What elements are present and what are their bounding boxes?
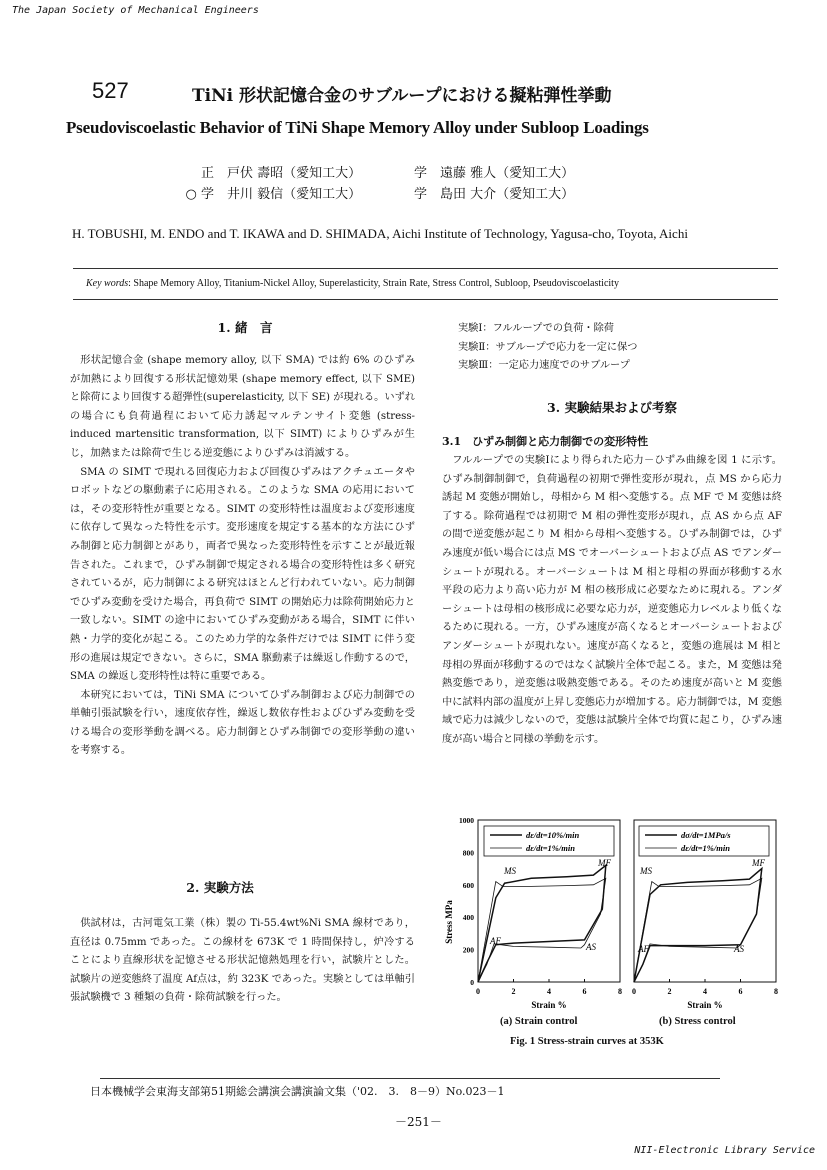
authors-left <box>176 163 361 205</box>
paragraph: 本研究においては，TiNi SMA についてひずみ制御および応力制御での単軸引張試験を行い，速度依存性，繰返し数依存性およびひずみ変動を受ける場合の変形挙動を調べる。応力制御とひずみ制御での変形挙動の違いを考察する。 <box>70 689 415 757</box>
section-3-1-body <box>442 452 782 750</box>
author-4: 学 島田 大介（愛知工大） <box>414 187 575 202</box>
y-tick-label: 200 <box>462 945 474 955</box>
x-tick-label: 2 <box>511 987 516 996</box>
figure-caption: Fig. 1 Stress-strain curves at 353K <box>510 1036 664 1047</box>
x-tick-label: 4 <box>547 987 551 996</box>
title-english: Pseudoviscoelastic Behavior of TiNi Shape Memory Alloy under Subloop Loadings <box>66 118 649 137</box>
label-mf-a: MF <box>598 858 611 868</box>
x-axis-label-b: Strain % <box>687 1000 723 1010</box>
label-af-b: AF <box>638 944 649 954</box>
y-tick-labels <box>459 816 474 987</box>
caption-b: (b) Stress control <box>659 1016 736 1027</box>
paragraph: SMA の SIMT で現れる回復応力および回復ひずみはアクチュエータやロボットなどの駆動素子に応用される。このような SMA の応用においては，その変形特性が重要となる。SIMT の変形特性は温度および変形速度に依存して異なった特性を示す。変形速度を規定する基本的な方法にひずみ制御と応力制御とがあり，両者で異なった変形特性を示すことが最近報告された。これまで，ひずみ制御で規定される場合の変形特性は多く研究されているが，応力制御による研究はほとんど行われていない。応力制御でひずみ変動を受けた場合，再負荷で SIMT の開始応力は除荷開始応力と一致しない。SIMT の途中においてひずみ変動がある場合，SIMT に伴い熱・力学的変化が起こる。このため力学的な条件だけでは SIMT に伴う変形の進展は規定できない。さらに，SMA 駆動素子は繰返し作動するので，SMA の繰返し変形特性は特に重要である。 <box>70 466 415 683</box>
title-japanese: TiNi 形状記憶合金のサブループにおける擬粘弾性挙動 <box>192 86 612 106</box>
curve-a-slow <box>478 878 606 982</box>
section-2-body <box>70 915 415 1008</box>
section-1-body <box>70 352 415 761</box>
keywords-label: Key words <box>86 278 129 289</box>
x-tick-label: 8 <box>618 987 622 996</box>
panel-b-stress-control <box>632 820 778 996</box>
legend-b-label-1: dσ/dt=1MPa/s <box>681 830 731 840</box>
paragraph: 形状記憶合金 (shape memory alloy, 以下 SMA) では約 6% のひずみが加熱により回復する形状記憶効果 (shape memory effect, 以下 SME)と除荷により回復する超弾性(superelasticity, 以下 SE) が現れる。いずれの場合にも負荷過程において応力誘起マルテンサイト変態 (stress-induced martensitic transformation, 以下 SIMT) によりひずみが生じ，加熱または除荷で生じる逆変態によりひずみは消滅する。 <box>70 355 415 459</box>
section-2-title: 2. 実験方法 <box>186 880 254 895</box>
label-ms-b: MS <box>640 866 652 876</box>
bottom-rule <box>100 1078 720 1079</box>
author-1: 正 戸伏 壽昭（愛知工大） <box>200 166 362 181</box>
x-tick-label: 4 <box>703 987 707 996</box>
label-as-a: AS <box>586 942 596 952</box>
y-tick-label: 600 <box>462 880 474 890</box>
author-3: 学 遠藤 雅人（愛知工大） <box>414 166 575 181</box>
experiment-list <box>458 320 778 376</box>
y-axis-label: Stress MPa <box>444 900 454 944</box>
panel-a-strain-control <box>476 820 622 996</box>
library-service-footer: NII-Electronic Library Service <box>634 1145 815 1156</box>
legend-a-label-1: dε/dt=10%/min <box>526 830 580 840</box>
experiment-item: 実験Ⅲ：一定応力速度でのサブループ <box>458 360 630 372</box>
caption-a: (a) Strain control <box>500 1016 578 1027</box>
keywords-rule-top <box>73 268 778 269</box>
x-tick-label: 2 <box>667 987 672 996</box>
keywords-rule-bottom <box>73 299 778 300</box>
x-axis-label-a: Strain % <box>531 1000 567 1010</box>
keywords-text: : Shape Memory Alloy, Titanium-Nickel Alloy, Superelasticity, Strain Rate, Stress Control, Subloop, Pseudoviscoelasticity <box>128 278 619 289</box>
x-tick-label: 8 <box>774 987 778 996</box>
section-3-title: 3. 実験結果および考察 <box>547 400 677 415</box>
curve-b-strain-rate <box>634 878 762 982</box>
y-tick-label: 1000 <box>459 816 474 825</box>
proceedings-line: 日本機械学会東海支部第51期総会講演会講演論文集（'02. 3. 8－9）No.023－1 <box>90 1085 505 1098</box>
legend-b-label-2: dε/dt=1%/min <box>681 843 730 853</box>
experiment-item: 実験Ⅱ：サブループで応力を一定に保つ <box>458 341 638 353</box>
section-3-1-title: 3.1 ひずみ制御と応力制御での変形特性 <box>442 435 649 448</box>
label-as-b: AS <box>734 944 744 954</box>
author-2: ○ 学 井川 毅信（愛知工大） <box>185 187 362 202</box>
paragraph: 供試材は，古河電気工業（株）製の Ti-55.4wt%Ni SMA 線材であり，直径は 0.75mm であった。この線材を 673K で 1 時間保持し，炉冷することにより直線形状を記憶させる形状記憶熱処理を行い，試験片とした。試験片の逆変態終了温度 Af点は，約 323K であった。実験としては単軸引張試験機で 3 種類の負荷・除荷試験を行った。 <box>70 918 415 1004</box>
x-tick-label: 6 <box>582 987 587 996</box>
section-1-title: 1. 緒 言 <box>217 320 273 335</box>
y-tick-label: 0 <box>470 978 474 987</box>
legend-a-label-2: dε/dt=1%/min <box>526 843 575 853</box>
y-tick-label: 400 <box>462 913 474 923</box>
affiliation-english: H. TOBUSHI, M. ENDO and T. IKAWA and D. SHIMADA, Aichi Institute of Technology, Yagusa-cho, Toyota, Aichi <box>72 226 688 241</box>
page-number: －251－ <box>395 1115 442 1129</box>
authors-right <box>414 163 574 205</box>
label-mf-b: MF <box>752 858 765 868</box>
curve-b-stress-rate <box>634 869 762 982</box>
paragraph: フルループでの実験Ⅰにより得られた応力－ひずみ曲線を図 1 に示す。ひずみ制御制御で，負荷過程の初期で弾性変形が現れ，点 MS から応力誘起 M 変態が開始し，母相から M 相へ変態する。点 MF で M 変態は終了する。除荷過程では初期で M 相の弾性変形が現れ，点 AS から点 AF の間で逆変態が起こり M 相から母相へ変態する。ひずみ制御では，ひずみ速度が低い場合には点 MS でオーバーシュートおよび点 AS でアンダーシュートが現れる。オーバーシュートは M 相と母相の界面が移動する水平段の応力より高い応力が M 相の核形成に必要なために現れる。アンダーシュートは母相の核形成に必要な応力が，逆変態応力レベルより低くなるために現れる。一方，ひずみ速度が高くなるとオーバーシュートおよびアンダーシュートが現れない。速度が高くなると，変態の進展は M 相と母相の界面が移動するのではなく試験片全体で起こる。また，M 変態は発熱変態であり，逆変態は吸熱変態である。そのため速度が高いと M 変態中に試料内部の温度が上昇し変態応力が増加する。応力制御では，M 変態域で応力は減少しないので，変態は試験片全体で均質に起こり，ひずみ速度が高い場合と同様の挙動を示す。 <box>442 455 782 745</box>
experiment-item: 実験Ⅰ：フルループでの負荷・除荷 <box>458 323 614 334</box>
paper-number: 527 <box>92 78 129 103</box>
x-tick-label: 0 <box>632 987 636 996</box>
y-tick-label: 800 <box>462 848 474 858</box>
keywords <box>86 278 806 289</box>
label-af-a: AF <box>490 936 501 946</box>
x-tick-label: 0 <box>476 987 480 996</box>
x-tick-label: 6 <box>738 987 743 996</box>
society-header: The Japan Society of Mechanical Engineers <box>12 5 259 16</box>
label-ms-a: MS <box>504 866 516 876</box>
stress-strain-figure <box>440 812 790 1014</box>
